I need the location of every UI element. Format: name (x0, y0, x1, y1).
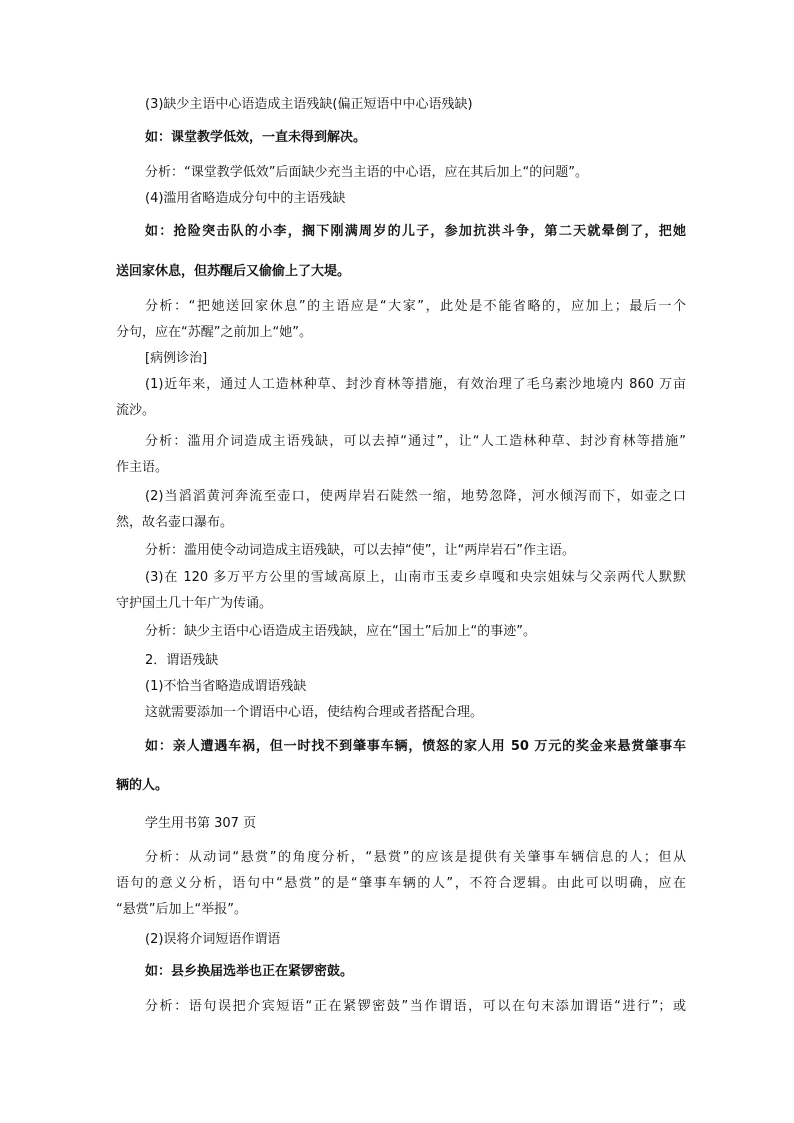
analysis-line: 分析：“把她送回家休息”的主语应是“大家”，此处是不能省略的，应加上；最后一个 (145, 299, 686, 314)
analysis-line: “悬赏”后加上“举报”。 (116, 902, 247, 917)
example-line: 如：抢险突击队的小李，搁下刚满周岁的儿子，参加抗洪斗争，第二天就晕倒了，把她 (145, 224, 686, 239)
text-line: 这就需要添加一个谓语中心语，使结构合理或者搭配合理。 (145, 705, 484, 720)
example-line: 送回家休息，但苏醒后又偷偷上了大堤。 (116, 264, 351, 279)
analysis-line: 分句，应在“苏醒”之前加上“她”。 (116, 325, 312, 340)
analysis-line: 语句的意义分析，语句中“悬赏”的是“肇事车辆的人”，不符合逻辑。由此可以明确，应在 (116, 876, 686, 891)
analysis-line: 分析：缺少主语中心语造成主语残缺，应在“国土”后加上“的事迹”。 (145, 624, 536, 639)
section-label: [病例诊治] (145, 351, 208, 366)
analysis-line: 作主语。 (116, 460, 169, 475)
text-line: (3)缺少主语中心语造成主语残缺(偏正短语中中心语残缺) (145, 97, 473, 112)
text-line: 守护国土几十年广为传诵。 (116, 596, 273, 611)
example-line: 辆的人。 (116, 778, 169, 793)
analysis-line: 分析：“课堂教学低效”后面缺少充当主语的中心语，应在其后加上“的问题”。 (145, 165, 588, 180)
subheading-line: (2)误将介词短语作谓语 (145, 932, 281, 947)
analysis-line: 分析：滥用介词造成主语残缺，可以去掉“通过”，让“人工造林种草、封沙育林等措施” (145, 434, 686, 449)
text-line: 然，故名壶口瀑布。 (116, 515, 234, 530)
text-line: (1)近年来，通过人工造林种草、封沙育林等措施，有效治理了毛乌素沙地境内 860 万亩 (145, 377, 686, 392)
analysis-line: 分析：语句误把介宾短语“正在紧锣密鼓”当作谓语，可以在句末添加谓语“进行”；或 (145, 999, 686, 1014)
example-line: 如：亲人遭遇车祸，但一时找不到肇事车辆，愤怒的家人用 50 万元的奖金来悬赏肇事车 (145, 739, 686, 754)
heading-line: 2．谓语残缺 (145, 653, 219, 668)
subheading-line: (4)滥用省略造成分句中的主语残缺 (145, 191, 346, 206)
text-line: (3)在 120 多万平方公里的雪域高原上，山南市玉麦乡卓嘎和央宗姐妹与父亲两代人默默 (145, 570, 686, 585)
analysis-line: 分析：从动词“悬赏”的角度分析，“悬赏”的应该是提供有关肇事车辆信息的人；但从 (145, 850, 686, 865)
analysis-line: 分析：滥用使令动词造成主语残缺，可以去掉“使”，让“两岸岩石”作主语。 (145, 543, 575, 558)
example-line: 如：县乡换届选举也正在紧锣密鼓。 (145, 964, 354, 979)
text-line: 流沙。 (116, 403, 156, 418)
text-line: (2)当滔滔黄河奔流至壶口，使两岸岩石陡然一缩，地势忽降，河水倾泻而下，如壶之口 (145, 489, 686, 504)
example-line: 如：课堂教学低效，一直未得到解决。 (145, 130, 367, 145)
page-reference: 学生用书第 307 页 (145, 816, 257, 831)
subheading-line: (1)不恰当省略造成谓语残缺 (145, 679, 307, 694)
